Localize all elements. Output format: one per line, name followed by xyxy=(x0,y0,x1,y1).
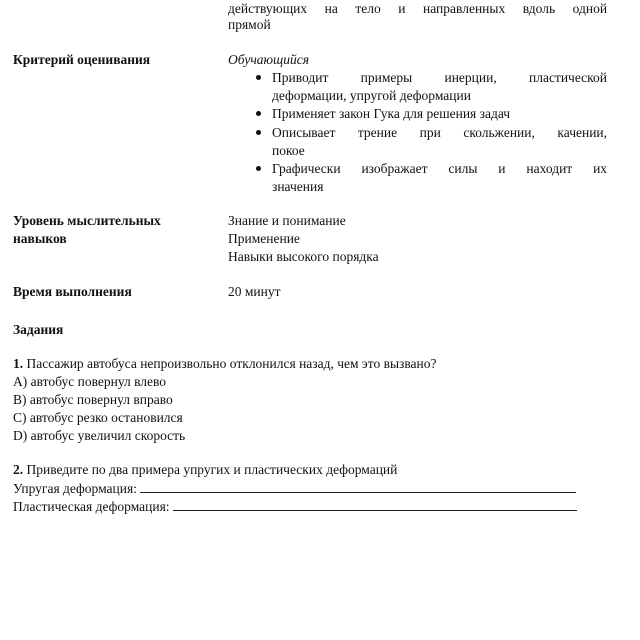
thinking-level-label-line-2: навыков xyxy=(13,231,67,246)
bullet-icon xyxy=(256,75,261,80)
criteria-bullet-2: Применяет закон Гука для решения задач xyxy=(272,106,511,121)
question-1 xyxy=(13,355,437,373)
plastic-deformation-label: Пластическая деформация: xyxy=(13,499,170,514)
question-1-option-d: D) автобус увеличил скорость xyxy=(13,428,186,443)
bullet-icon xyxy=(256,130,261,135)
question-1-option-c: С) автобус резко остановился xyxy=(13,410,183,425)
criteria-label: Критерий оценивания xyxy=(13,52,151,67)
elastic-deformation-label: Упругая деформация: xyxy=(13,481,137,496)
top-text-line-2: прямой xyxy=(228,17,271,32)
thinking-level-label-line-1: Уровень мыслительных xyxy=(13,213,161,228)
criteria-intro: Обучающийся xyxy=(228,52,310,67)
question-2 xyxy=(13,461,397,479)
criteria-bullet-3-line-1: Описывает трение при скольжении, качении, xyxy=(272,125,608,140)
question-1-text: Пассажир автобуса непроизвольно отклонился назад, чем это вызвано? xyxy=(23,356,437,371)
question-1-number: 1. xyxy=(13,356,24,371)
question-1-option-a: А) автобус повернул влево xyxy=(13,374,167,389)
criteria-bullet-3-line-2: покое xyxy=(272,143,305,158)
criteria-bullet-4-line-2: значения xyxy=(272,179,324,194)
thinking-level-value-1: Знание и понимание xyxy=(228,213,346,228)
time-value: 20 минут xyxy=(228,284,281,299)
criteria-bullet-1-line-2: деформации, упругой деформации xyxy=(272,88,471,103)
question-2-text: Приведите по два примера упругих и пластических деформаций xyxy=(23,462,398,477)
bullet-icon xyxy=(256,166,261,171)
elastic-deformation-row xyxy=(13,479,576,498)
tasks-heading: Задания xyxy=(13,322,64,337)
plastic-deformation-answer-line[interactable] xyxy=(173,497,577,511)
question-2-number: 2. xyxy=(13,462,24,477)
top-text-line-1: действующих на тело и направленных вдоль одной xyxy=(228,1,608,16)
time-label: Время выполнения xyxy=(13,284,132,299)
elastic-deformation-answer-line[interactable] xyxy=(140,479,576,493)
thinking-level-value-2: Применение xyxy=(228,231,300,246)
question-1-option-b: В) автобус повернул вправо xyxy=(13,392,173,407)
criteria-bullet-1-line-1: Приводит примеры инерции, пластической xyxy=(272,70,608,85)
thinking-level-value-3: Навыки высокого порядка xyxy=(228,249,379,264)
plastic-deformation-row xyxy=(13,497,577,516)
criteria-bullet-4-line-1: Графически изображает силы и находит их xyxy=(272,161,608,176)
bullet-icon xyxy=(256,111,261,116)
